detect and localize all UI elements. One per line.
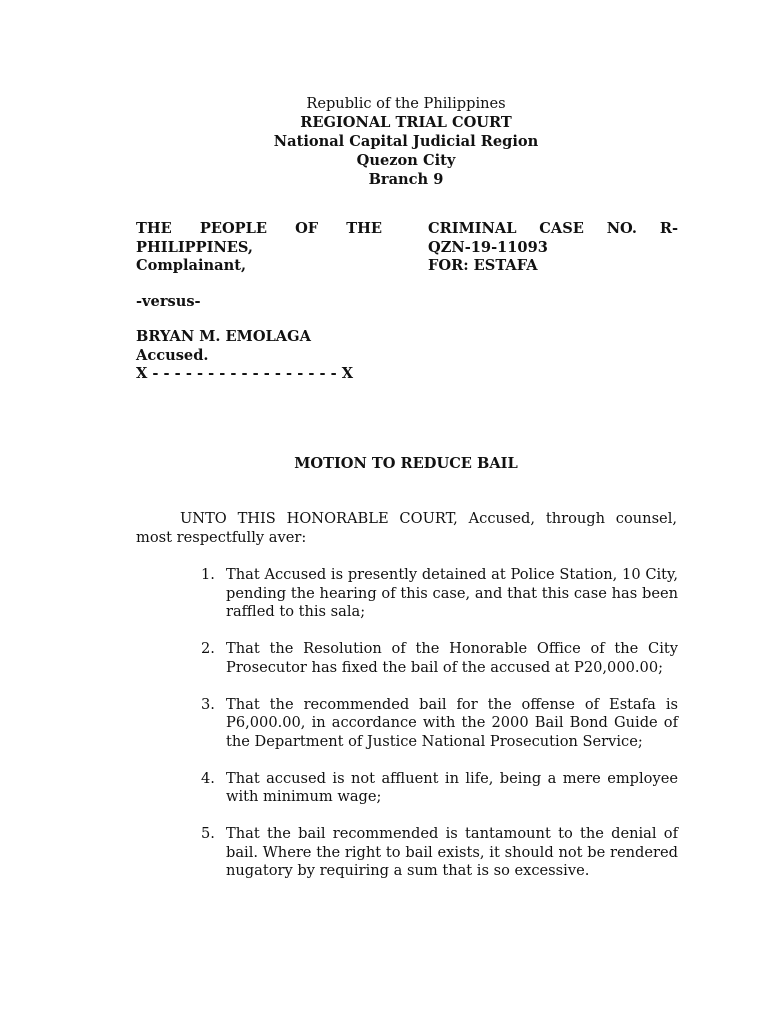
complainant-line-1: THE PEOPLE OF THE — [136, 220, 382, 237]
complainant-line-2: PHILIPPINES, — [136, 238, 254, 256]
list-item-number: 5. — [201, 825, 215, 842]
case-offense: FOR: ESTAFA — [428, 257, 538, 274]
list-item — [201, 769, 678, 807]
caption-x-line: X - - - - - - - - - - - - - - - - - X — [136, 365, 354, 382]
list-item-number: 2. — [201, 640, 215, 657]
header-branch: Branch 9 — [368, 171, 444, 188]
list-item-text: That Accused is presently detained at Police Station, 10 City, pending the hearing of this case, and that this case has been raffled to this sala; — [226, 566, 678, 620]
list-item-text: That the bail recommended is tantamount to the denial of bail. Where the right to bail exists, it should not be rendered nugatory by requiring a sum that is so excessive. — [226, 825, 678, 879]
versus-label: -versus- — [136, 293, 201, 310]
case-number-line-1: CRIMINAL CASE NO. R- — [428, 220, 678, 237]
case-number-line-2: QZN-19-11093 — [428, 238, 548, 256]
list-item — [201, 825, 678, 881]
header-republic: Republic of the Philippines — [306, 95, 506, 112]
list-item-number: 1. — [201, 566, 215, 583]
list-item — [201, 640, 678, 677]
accused-name: BRYAN M. EMOLAGA — [136, 328, 311, 345]
list-item-text: That the recommended bail for the offense of Estafa is P6,000.00, in accordance with the 2000 Bail Bond Guide of the Department of Justice National Prosecution Service; — [226, 695, 678, 750]
list-item-text: That the Resolution of the Honorable Office of the City Prosecutor has fixed the bail of the accused at P20,000.00; — [226, 640, 678, 676]
complainant-role: Complainant, — [136, 257, 247, 274]
intro-paragraph: UNTO THIS HONORABLE COURT, Accused, through counsel, most respectfully aver: — [136, 510, 677, 546]
accused-role: Accused. — [136, 346, 209, 364]
motion-title: MOTION TO REDUCE BAIL — [294, 455, 518, 472]
list-item-number: 4. — [201, 769, 215, 787]
list-item — [201, 566, 678, 622]
court-header — [0, 94, 768, 189]
list-item — [201, 695, 678, 752]
header-region: National Capital Judicial Region — [273, 133, 539, 150]
header-city: Quezon City — [356, 152, 456, 169]
accused-block — [136, 328, 353, 384]
case-info-block — [428, 220, 678, 276]
numbered-list — [201, 566, 678, 899]
complainant-block — [136, 220, 382, 276]
list-item-number: 3. — [201, 695, 215, 713]
list-item-text: That accused is not affluent in life, being a mere employee with minimum wage; — [226, 769, 678, 805]
header-court: REGIONAL TRIAL COURT — [300, 114, 512, 131]
